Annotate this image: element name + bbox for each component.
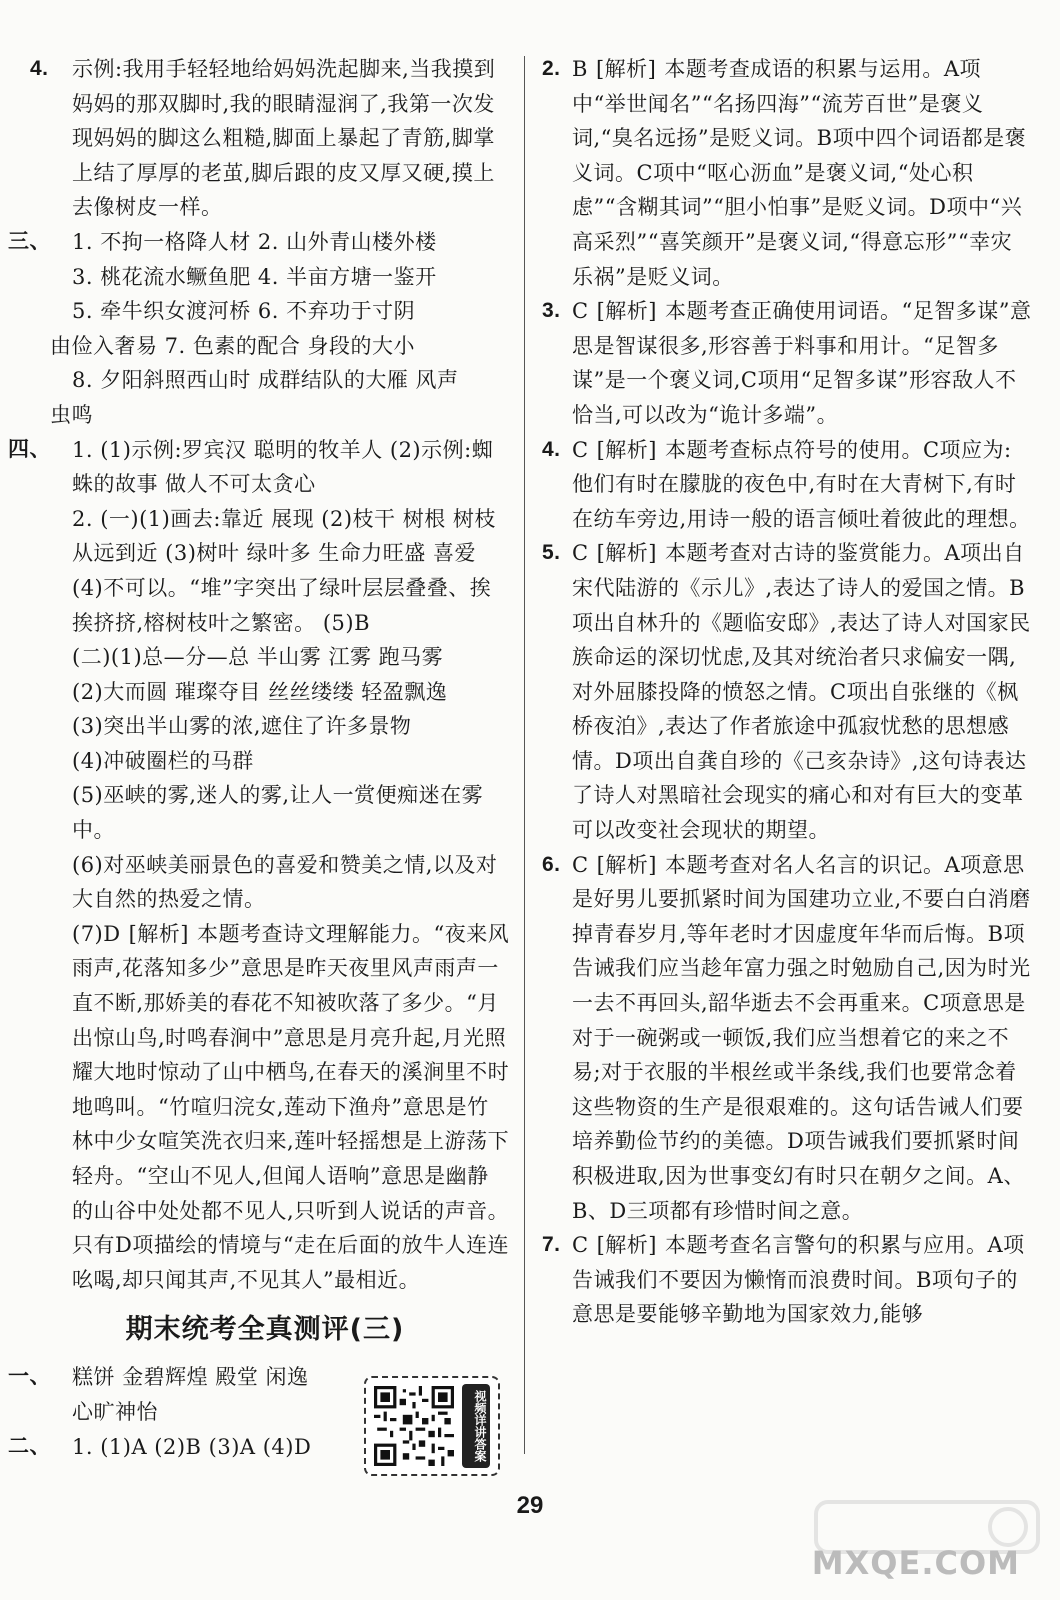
left-column bbox=[8, 52, 510, 1464]
section-number: 三、 bbox=[8, 229, 51, 253]
analysis-text: 本题考查名言警句的积累与应用。A项告诫我们不要因为懒惰而浪费时间。B项句子的意思是要能够辛勤地为国家效力,能够 bbox=[572, 1233, 1025, 1327]
analysis-tag: [ 解析 ] bbox=[591, 536, 663, 571]
section-para: 2. (一)(1)画去:靠近 展现 (2)枝干 树根 树枝 从远到近 (3)树叶 绿叶多 生命力旺盛 喜爱 (4)不可以。“堆”字突出了绿叶层层叠叠、挨挨挤挤,榕树枝叶之繁密。 (5)B bbox=[72, 506, 496, 635]
analysis-tag: [ 解析 ] bbox=[591, 433, 663, 468]
section-line: 由俭入奢易 7. 色素的配合 身段的大小 bbox=[50, 333, 416, 358]
section-para bbox=[72, 917, 510, 1298]
answer-choice: (7)D bbox=[72, 921, 121, 946]
answer-item bbox=[542, 433, 1032, 537]
answer-choice: C bbox=[572, 437, 589, 462]
section-number: 四、 bbox=[8, 437, 51, 461]
section-4 bbox=[8, 433, 510, 1298]
page-number: 29 bbox=[516, 1492, 544, 1519]
section-3 bbox=[8, 225, 510, 433]
section-number: 一、 bbox=[8, 1365, 51, 1389]
answer-item bbox=[542, 536, 1032, 847]
analysis-tag: [ 解析 ] bbox=[591, 848, 663, 883]
section-para: (2)大而圆 璀璨夺目 丝丝缕缕 轻盈飘逸 bbox=[72, 679, 448, 704]
column-divider bbox=[524, 56, 525, 1454]
section-number: 二、 bbox=[8, 1434, 51, 1458]
analysis-tag: [ 解析 ] bbox=[591, 1228, 663, 1263]
item-number: 6. bbox=[542, 852, 561, 876]
answer-choice: C bbox=[572, 852, 589, 877]
analysis-text: 本题考查成语的积累与运用。A项中“举世闻名”“名扬四海”“流芳百世”是褒义词,“臭名远扬”是贬义词。B项中四个词语都是褒义词。C项中“呕心沥血”是褒义词,“处心积虑”“含糊其词”“胆小怕事”是贬义词。D项中“兴高采烈”“喜笑颜开”是褒义词,“得意忘形”“幸灾乐祸”是贬义词。 bbox=[572, 57, 1027, 289]
analysis-tag: [ 解析 ] bbox=[123, 917, 195, 952]
analysis-text: 本题考查正确使用词语。“足智多谋”意思是智谋很多,形容善于料事和用计。“足智多谋”是一个褒义词,C项用“足智多谋”形容敌人不恰当,可以改为“诡计多端”。 bbox=[572, 299, 1032, 427]
section-line: 心旷神怡 bbox=[72, 1399, 158, 1424]
analysis-tag: [ 解析 ] bbox=[590, 52, 662, 87]
qr-code-icon bbox=[374, 1386, 454, 1466]
item-number: 3. bbox=[542, 299, 561, 323]
section-line: 1. 不拘一格降人材 2. 山外青山楼外楼 bbox=[72, 229, 437, 254]
item-number: 4. bbox=[30, 57, 49, 80]
exam-title: 期末统考全真测评(三) bbox=[125, 1314, 405, 1346]
section-line: 5. 牵牛织女渡河桥 6. 不弃功于寸阴 bbox=[72, 299, 416, 324]
section-para: (二)(1)总—分—总 半山雾 江雾 跑马雾 bbox=[72, 645, 444, 670]
section-line: 虫鸣 bbox=[50, 402, 93, 427]
section-line: 3. 桃花流水鳜鱼肥 4. 半亩方塘一鉴开 bbox=[72, 264, 437, 289]
section-para: (3)突出半山雾的浓,遮住了许多景物 bbox=[72, 714, 412, 739]
analysis-text: 本题考查标点符号的使用。C项应为:他们有时在朦胧的夜色中,有时在大青树下,有时在纺车旁边,用诗一般的语言倾吐着彼此的理想。 bbox=[572, 437, 1031, 531]
item-number: 5. bbox=[542, 541, 561, 565]
analysis-text: 本题考查诗文理解能力。“夜来风雨声,花落知多少”意思是昨天夜里风声雨声一直不断,那娇美的春花不知被吹落了多少。“月出惊山鸟,时鸣春涧中”意思是月亮升起,月光照耀大地时惊动了山中栖鸟,在春天的溪涧里不时地鸣叫。“竹喧归浣女,莲动下渔舟”意思是竹林中少女喧笑洗衣归来,莲叶轻摇想是上游荡下轻舟。“空山不见人,但闻人语响”意思是幽静的山谷中处处都不见人,只听到人说话的声音。只有D项描绘的情境与“走在后面的放牛人连连吆喝,却只闻其声,不见其人”最相近。 bbox=[72, 921, 510, 1292]
answer-text: 示例:我用手轻轻地给妈妈洗起脚来,当我摸到妈妈的那双脚时,我的眼睛湿润了,我第一次发现妈妈的脚这么粗糙,脚面上暴起了青筋,脚掌上结了厚厚的老茧,脚后跟的皮又厚又硬,摸上去像树皮一样。 bbox=[72, 57, 496, 220]
analysis-text: 本题考查对名人名言的识记。A项意思是好男儿要抓紧时间为国建功立业,不要白白消磨掉青春岁月,等年老时才因虚度年华而后悔。B项告诫我们应当趁年富力强之时勉励自己,因为时光一去不再回头,韶华逝去不会再重来。C项意思是对于一碗粥或一顿饭,我们应当想着它的来之不易;对于衣服的半根丝或半条线,我们也要常念着这些物资的生产是很艰难的。这句话告诫人们要培养勤俭节约的美德。D项告诫我们要抓紧时间积极进取,因为世事变幻有时只在朝夕之间。A、B、D三项都有珍惜时间之意。 bbox=[572, 852, 1031, 1223]
qr-code-box[interactable] bbox=[364, 1376, 500, 1476]
answer-4 bbox=[20, 52, 510, 225]
answer-choice: B bbox=[572, 57, 588, 81]
section-line: 糕饼 金碧辉煌 殿堂 闲逸 bbox=[72, 1365, 309, 1390]
answer-choice: C bbox=[572, 299, 589, 324]
answer-choice: C bbox=[572, 1233, 589, 1258]
right-column bbox=[542, 52, 1032, 1332]
answer-choice: C bbox=[572, 541, 589, 566]
item-number: 7. bbox=[542, 1233, 561, 1257]
section-line: 1. (1)A (2)B (3)A (4)D bbox=[72, 1434, 312, 1459]
answer-item bbox=[542, 52, 1032, 294]
qr-label: 视频详讲答案 bbox=[462, 1384, 490, 1468]
answer-item bbox=[542, 294, 1032, 432]
analysis-text: 本题考查对古诗的鉴赏能力。A项出自宋代陆游的《示儿》,表达了诗人的爱国之情。B项出自林升的《题临安邸》,表达了诗人对国家民族命运的深切忧虑,及其对统治者只求偏安一隅,对外屈膝投降的愤怒之情。C项出自张继的《枫桥夜泊》,表达了作者旅途中孤寂忧愁的思想感情。D项出自龚自珍的《己亥杂诗》,这句诗表达了诗人对黑暗社会现实的痛心和对有巨大的变革可以改变社会现状的期望。 bbox=[572, 541, 1031, 843]
item-number: 2. bbox=[542, 57, 561, 80]
section-para: (6)对巫峡美丽景色的喜爱和赞美之情,以及对大自然的热爱之情。 bbox=[72, 852, 498, 912]
analysis-tag: [ 解析 ] bbox=[591, 294, 663, 329]
section-para: (4)冲破圈栏的马群 bbox=[72, 748, 254, 773]
section-para: (5)巫峡的雾,迷人的雾,让人一赏便痴迷在雾中。 bbox=[72, 783, 484, 843]
answer-item bbox=[542, 1228, 1032, 1332]
section-para: 1. (1)示例:罗宾汉 聪明的牧羊人 (2)示例:蜘蛛的故事 做人不可太贪心 bbox=[72, 437, 494, 497]
item-number: 4. bbox=[542, 437, 561, 461]
section-line: 8. 夕阳斜照西山时 成群结队的大雁 风声 bbox=[72, 368, 459, 393]
watermark-text: MXQE.COM bbox=[811, 1544, 1020, 1582]
answer-item bbox=[542, 848, 1032, 1229]
